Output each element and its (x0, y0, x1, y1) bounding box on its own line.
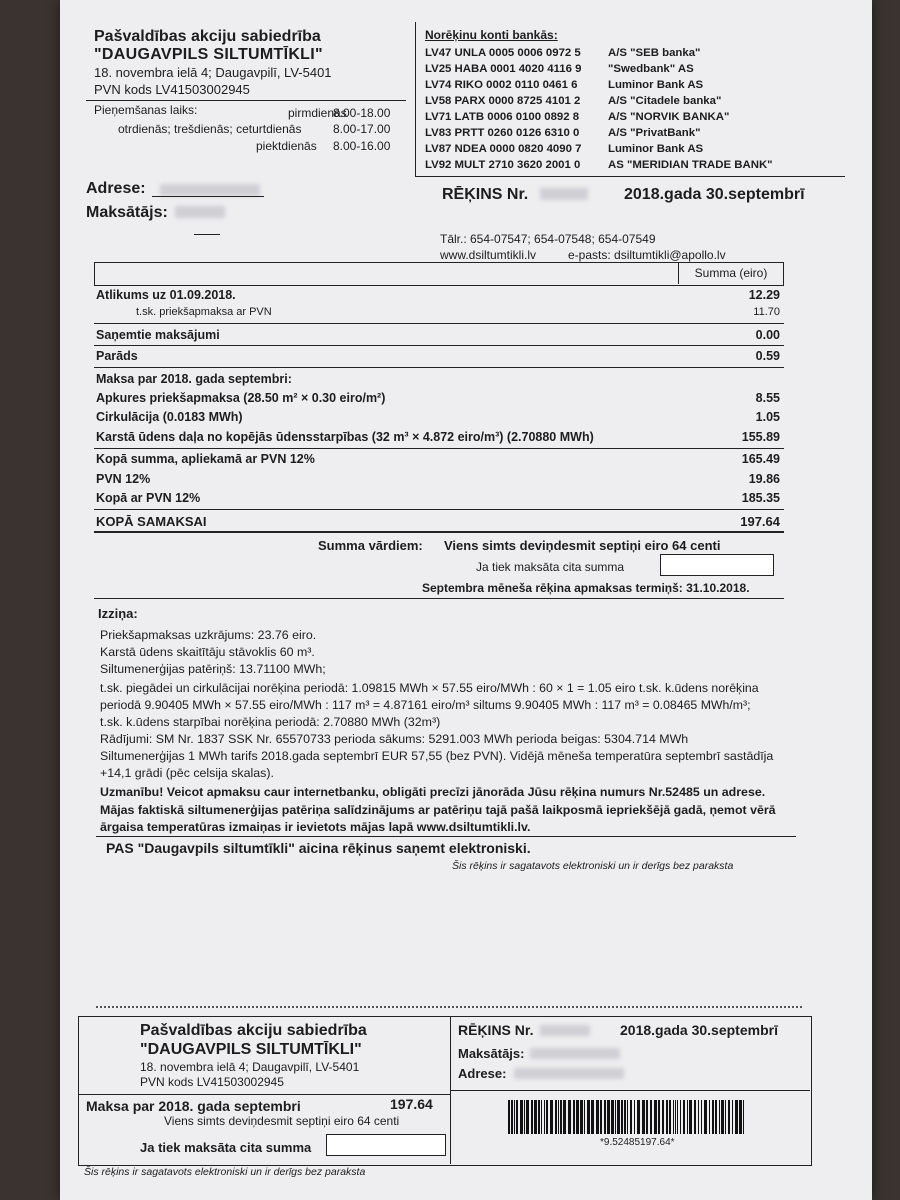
words-label: Summa vārdiem: (318, 538, 423, 553)
company-name: "DAUGAVPILS SILTUMTĪKLI" (94, 46, 323, 63)
received-value: 0.00 (755, 328, 780, 342)
slip-electronic-note: Šis rēķins ir sagatavots elektroniski un ir derīgs bez paraksta (84, 1166, 366, 1178)
bank-name: A/S "NORVIK BANKA" (608, 111, 730, 123)
slip-payer-label: Maksātājs: (458, 1046, 525, 1061)
bank-name: A/S "Citadele banka" (608, 95, 722, 107)
divider (94, 323, 784, 324)
barcode-bar (544, 1100, 545, 1134)
slip-words: Viens simts deviņdesmit septiņi eiro 64 centi (164, 1114, 400, 1128)
invoice-label: RĒĶINS Nr. (442, 186, 529, 203)
received-label: Saņemtie maksājumi (96, 328, 220, 342)
redacted-invoice-number (540, 188, 588, 200)
barcode-bar (677, 1100, 678, 1134)
redacted-address (514, 1068, 624, 1079)
barcode-bar (600, 1100, 602, 1134)
barcode-bar (666, 1100, 668, 1134)
divider (94, 367, 784, 368)
bank-account: LV47 UNLA 0005 0006 0972 5 (425, 47, 581, 59)
note-line: Siltumenerģijas 1 MWh tarifs 2018.gada septembrī EUR 57,55 (bez PVN). Vidējā mēneša temperatūra septembrī sastādīja (100, 749, 774, 763)
barcode-bar (725, 1100, 726, 1134)
slip-address: 18. novembra ielā 4; Daugavpilī, LV-5401 (140, 1060, 360, 1074)
hours-days-3: piektdienās (256, 139, 317, 153)
balance-label: Atlikums uz 01.09.2018. (96, 288, 236, 302)
barcode-text: *9.52485197.64* (600, 1137, 675, 1148)
bank-name: A/S "PrivatBank" (608, 127, 701, 139)
notes-title: Izziņa: (98, 606, 138, 621)
barcode-bar (516, 1100, 518, 1134)
barcode-bar (534, 1100, 537, 1134)
barcode (508, 1100, 748, 1134)
bank-name: A/S "SEB banka" (608, 47, 701, 59)
redacted-payer (530, 1048, 620, 1059)
barcode-bar (658, 1100, 660, 1134)
note-line: t.sk. piegādei un cirkulācijai norēķina periodā: 1.09815 MWh × 57.55 eiro/MWh : 60 × 1 = 1.05 eiro t.sk. k.ūdens norēķina (100, 681, 759, 695)
hours-title: Pieņemšanas laiks: (94, 103, 198, 117)
subtotal-value: 165.49 (741, 452, 780, 466)
barcode-bar (604, 1100, 606, 1134)
barcode-bar (621, 1100, 623, 1134)
subtotal-label: Kopā summa, apliekamā ar PVN 12% (96, 452, 315, 466)
divider (94, 509, 784, 510)
bank-name: Luminor Bank AS (608, 79, 704, 91)
barcode-bar (650, 1100, 652, 1134)
barcode-bar (587, 1100, 590, 1134)
barcode-bar (680, 1100, 681, 1134)
sum-header (678, 262, 783, 284)
barcode-bar (563, 1100, 566, 1134)
heating-value: 8.55 (755, 391, 780, 405)
due-date: Septembra mēneša rēķina apmaksas termiņš: 31.10.2018. (422, 581, 750, 595)
barcode-bar (689, 1100, 692, 1134)
prepay-value: 11.70 (753, 306, 780, 318)
barcode-bar (642, 1100, 645, 1134)
barcode-bar (555, 1100, 557, 1134)
divider (450, 1090, 810, 1091)
barcode-bar (573, 1100, 575, 1134)
slip-date: 2018.gada 30.septembrī (620, 1022, 778, 1038)
barcode-bar (591, 1100, 594, 1134)
barcode-bar (721, 1100, 724, 1134)
barcode-bar (538, 1100, 540, 1134)
circulation-value: 1.05 (755, 410, 780, 424)
divider (94, 345, 784, 346)
barcode-bar (627, 1100, 628, 1134)
warning-line: Mājas faktiskā siltumenerģijas patēriņa salīdzinājums ar patēriņu tajā pašā laikposmā iepriekšējā gadā, ņemot vērā (100, 803, 776, 817)
company-address: 18. novembra ielā 4; Daugavpilī, LV-5401 (94, 65, 332, 80)
bank-account: LV25 HABA 0001 4020 4116 9 (425, 63, 582, 75)
bank-name: "Swedbank" AS (608, 63, 694, 75)
barcode-bar (732, 1100, 733, 1134)
month-label: Maksa par 2018. gada septembri: (96, 372, 292, 386)
barcode-bar (546, 1100, 548, 1134)
barcode-bar (584, 1100, 585, 1134)
words-text: Viens simts deviņdesmit septiņi eiro 64 centi (444, 538, 721, 553)
barcode-bar (654, 1100, 657, 1134)
hours-time-2: 8.00-17.00 (333, 122, 391, 136)
invoice-date: 2018.gada 30.septembrī (624, 186, 805, 203)
barcode-bar (526, 1100, 529, 1134)
barcode-bar (524, 1100, 525, 1134)
barcode-bar (568, 1100, 571, 1134)
slip-company-name: "DAUGAVPILS SILTUMTĪKLI" (140, 1041, 362, 1058)
barcode-bar (662, 1100, 664, 1134)
warning-line: Uzmanību! Veicot apmaksu caur internetbanku, obligāti precīzi jānorāda Jūsu rēķina numurs Nr.52485 un adrese. (100, 785, 766, 799)
redacted-invoice-number (540, 1025, 590, 1036)
barcode-bar (607, 1100, 610, 1134)
barcode-bar (550, 1100, 553, 1134)
barcode-bar (611, 1100, 614, 1134)
slip-other-sum-input[interactable] (326, 1134, 446, 1156)
slip-address-label: Adrese: (458, 1066, 507, 1081)
debt-label: Parāds (96, 349, 138, 363)
divider (415, 176, 845, 177)
contact-phones: Tālr.: 654-07547; 654-07548; 654-07549 (440, 232, 656, 246)
barcode-bar (511, 1100, 513, 1134)
other-sum-label: Ja tiek maksāta cita summa (476, 560, 625, 574)
bank-account: LV83 PRTT 0260 0126 6310 0 (425, 127, 580, 139)
barcode-bar (735, 1100, 738, 1134)
debt-value: 0.59 (755, 349, 780, 363)
hours-days-1: pirmdienās (288, 106, 347, 120)
slip-company-type: Pašvaldības akciju sabiedrība (140, 1022, 367, 1039)
hotwater-value: 155.89 (741, 430, 780, 444)
tear-line (96, 1006, 802, 1008)
heating-label: Apkures priekšapmaksa (28.50 m² × 0.30 eiro/m²) (96, 391, 386, 405)
vat-label: PVN 12% (96, 472, 151, 486)
electronic-note: Šis rēķins ir sagatavots elektroniski un ir derīgs bez paraksta (452, 860, 734, 872)
barcode-bar (541, 1100, 542, 1134)
divider (86, 100, 406, 101)
note-line: Siltumenerģijas patēriņš: 13.71100 MWh; (100, 662, 326, 676)
barcode-bar (683, 1100, 685, 1134)
barcode-bar (560, 1100, 562, 1134)
invoice-sheet (60, 0, 872, 1200)
hotwater-label: Karstā ūdens daļa no kopējās ūdensstarpības (32 m³ × 4.872 eiro/m³) (2.70880 MWh) (96, 430, 594, 444)
divider (78, 1094, 450, 1095)
electronic-invite: PAS "Daugavpils siltumtīkli" aicina rēķinus saņemt elektroniski. (106, 840, 531, 856)
total-value: 197.64 (740, 514, 780, 529)
divider (94, 531, 784, 533)
vat-value: 19.86 (748, 472, 780, 486)
hours-days-2: otrdienās; trešdienās; ceturtdienās (118, 122, 302, 136)
barcode-bar (576, 1100, 579, 1134)
barcode-bar (531, 1100, 533, 1134)
slip-invoice-label: RĒĶINS Nr. (458, 1022, 534, 1038)
barcode-bar (709, 1100, 710, 1134)
divider (94, 598, 784, 599)
bank-account: LV92 MULT 2710 3620 2001 0 (425, 159, 581, 171)
barcode-bar (624, 1100, 626, 1134)
barcode-bar (719, 1100, 720, 1134)
slip-pay-value: 197.64 (390, 1096, 433, 1112)
divider (415, 22, 416, 176)
barcode-bar (617, 1100, 620, 1134)
sum-header-label: Summa (eiro) (694, 266, 768, 280)
barcode-bar (728, 1100, 730, 1134)
client-address-label: Adrese: (86, 180, 146, 197)
company-type: Pašvaldības akciju sabiedrība (94, 28, 321, 45)
barcode-bar (596, 1100, 599, 1134)
contact-email[interactable]: e-pasts: dsiltumtikli@apollo.lv (568, 248, 726, 262)
note-line: Priekšapmaksas uzkrājums: 23.76 eiro. (100, 628, 317, 642)
banks-title: Norēķinu konti bankās: (425, 28, 558, 42)
barcode-bar (673, 1100, 674, 1134)
barcode-bar (508, 1100, 510, 1134)
barcode-bar (715, 1100, 717, 1134)
barcode-bar (698, 1100, 699, 1134)
withvat-value: 185.35 (741, 491, 780, 505)
note-line: t.sk. k.ūdens starpībai norēķina periodā: 2.70880 MWh (32m³) (100, 715, 441, 729)
warning-line: ārgaisa temperatūras izmaiņas ir ievietots mājas lapā www.dsiltumtikli.lv. (100, 820, 531, 834)
slip-vat: PVN kods LV41503002945 (140, 1075, 284, 1089)
contact-web[interactable]: www.dsiltumtikli.lv (440, 248, 537, 262)
barcode-bar (687, 1100, 688, 1134)
bank-name: AS "MERIDIAN TRADE BANK" (608, 159, 773, 171)
barcode-bar (739, 1100, 742, 1134)
note-line: Karstā ūdens skaitītāju stāvoklis 60 m³. (100, 645, 315, 659)
bank-account: LV87 NDEA 0000 0820 4090 7 (425, 143, 582, 155)
balance-value: 12.29 (748, 288, 780, 302)
hours-time-1: 8.00-18.00 (333, 106, 391, 120)
barcode-bar (615, 1100, 616, 1134)
barcode-bar (701, 1100, 702, 1134)
company-vat: PVN kods LV41503002945 (94, 82, 250, 97)
payer-underline (194, 234, 220, 235)
barcode-bar (694, 1100, 696, 1134)
address-underline (152, 196, 264, 197)
barcode-bar (514, 1100, 515, 1134)
barcode-bar (669, 1100, 671, 1134)
barcode-bar (646, 1100, 648, 1134)
slip-other-sum-label: Ja tiek maksāta cita summa (140, 1140, 312, 1155)
barcode-bar (558, 1100, 559, 1134)
client-payer-label: Maksātājs: (86, 204, 168, 221)
divider (94, 448, 784, 449)
bank-account: LV58 PARX 0000 8725 4101 2 (425, 95, 581, 107)
barcode-bar (712, 1100, 714, 1134)
note-line: Rādījumi: SM Nr. 1837 SSK Nr. 65570733 perioda sākums: 5291.003 MWh perioda beigas: 5304.714 MWh (100, 732, 689, 746)
prepay-label: t.sk. priekšapmaksa ar PVN (136, 306, 272, 318)
redacted-payer (175, 206, 225, 218)
redacted-address (160, 184, 260, 196)
total-label: KOPĀ SAMAKSAI (96, 514, 207, 529)
bank-account: LV74 RIKO 0002 0110 0461 6 (425, 79, 578, 91)
barcode-bar (637, 1100, 640, 1134)
note-line: periodā 9.90405 MWh × 57.55 eiro/MWh : 117 m³ = 4.87161 eiro/m³ siltums 9.90405 MWh : 117 m³ = 0.08465 MWh/m³; (100, 698, 751, 712)
barcode-bar (520, 1100, 523, 1134)
bank-name: Luminor Bank AS (608, 143, 704, 155)
withvat-label: Kopā ar PVN 12% (96, 491, 201, 505)
bank-account: LV71 LATB 0006 0100 0892 8 (425, 111, 580, 123)
barcode-bar (634, 1100, 635, 1134)
circulation-label: Cirkulācija (0.0183 MWh) (96, 410, 243, 424)
other-sum-input[interactable] (660, 554, 774, 576)
divider (96, 836, 796, 837)
barcode-bar (675, 1100, 676, 1134)
barcode-bar (630, 1100, 632, 1134)
barcode-bar (704, 1100, 707, 1134)
barcode-bar (743, 1100, 744, 1134)
note-line: +14,1 grādi (pēc celsija skalas). (100, 766, 274, 780)
slip-pay-label: Maksa par 2018. gada septembri (86, 1098, 301, 1114)
hours-time-3: 8.00-16.00 (333, 139, 391, 153)
barcode-bar (580, 1100, 583, 1134)
